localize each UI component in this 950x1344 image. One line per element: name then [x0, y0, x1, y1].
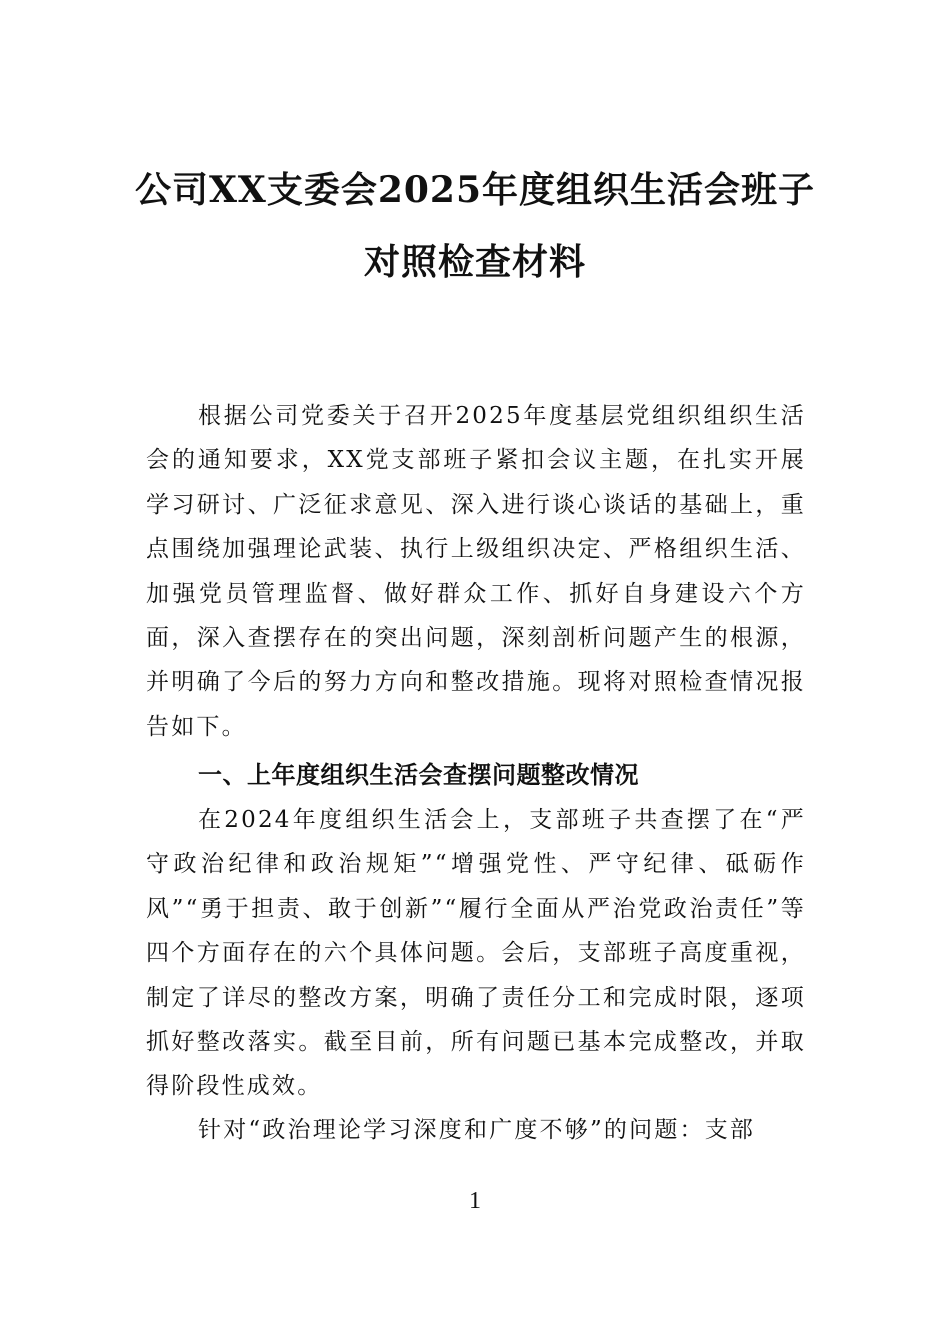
intro-paragraph: 根据公司党委关于召开2025年度基层党组织组织生活会的通知要求，XX党支部班子紧扣会议主题，在扎实开展学习研讨、广泛征求意见、深入进行谈心谈话的基础上，重点围绕加强理论武装、执行上级组织决定、严格组织生活、加强党员管理监督、做好群众工作、抓好自身建设六个方面，深入查摆存在的突出问题，深刻剖析问题产生的根源，并明确了今后的努力方向和整改措施。现将对照检查情况报告如下。: [146, 403, 806, 740]
document-title-line-2: 对照检查材料: [363, 241, 586, 283]
document-title-line-1: 公司XX支委会2025年度组织生活会班子: [134, 169, 816, 211]
page-number: 1: [469, 1188, 481, 1214]
section-1-paragraph-1: 在2024年度组织生活会上，支部班子共查摆了在“严守政治纪律和政治规矩”“增强党性、严守纪律、砥砺作风”“勇于担责、敢于创新”“履行全面从严治党政治责任”等四个方面存在的六个具体问题。会后，支部班子高度重视，制定了详尽的整改方案，明确了责任分工和完成时限，逐项抓好整改落实。截至目前，所有问题已基本完成整改，并取得阶段性成效。: [146, 807, 806, 1100]
section-heading-1: 一、上年度组织生活会查摆问题整改情况: [198, 761, 639, 789]
section-1-paragraph-2: 针对“政治理论学习深度和广度不够”的问题：支部: [198, 1117, 756, 1143]
